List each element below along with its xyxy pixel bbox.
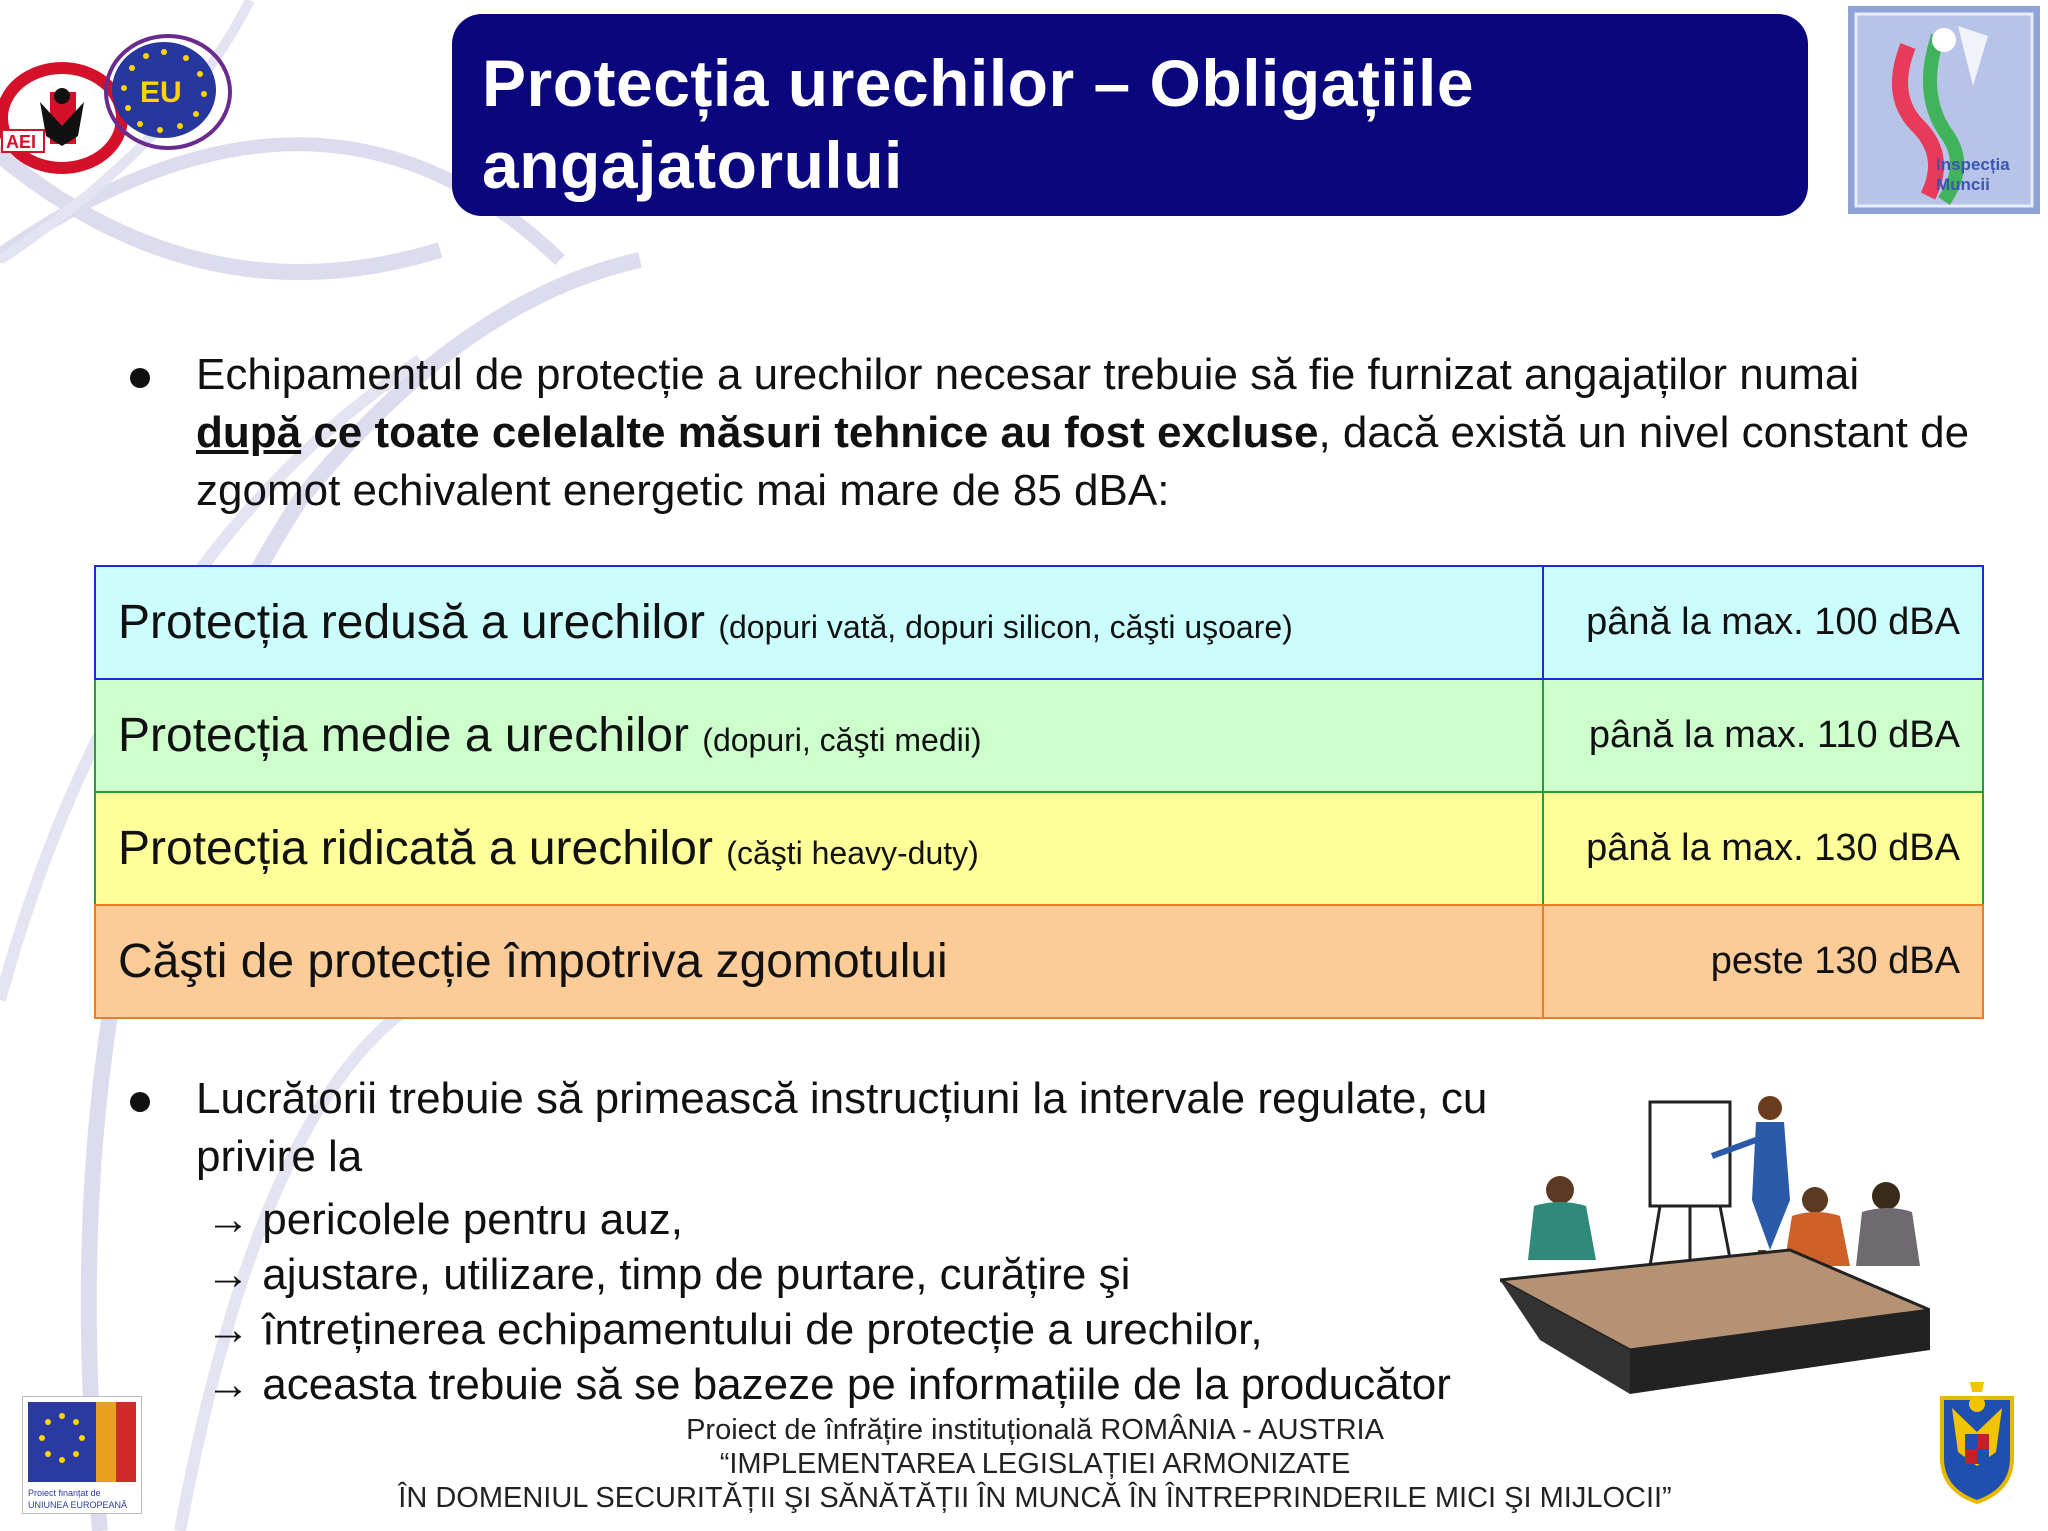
level-limit: până la max. 100 dBA bbox=[1543, 566, 1983, 679]
eu-funding-line-1: Proiect finanțat de bbox=[28, 1488, 101, 1498]
table-row bbox=[95, 792, 1983, 905]
level-name: Protecția ridicată a urechilor bbox=[118, 822, 713, 875]
footer-line-2: “IMPLEMENTAREA LEGISLAȚIEI ARMONIZATE bbox=[719, 1448, 1351, 1480]
bullet-instructions bbox=[130, 1070, 1550, 1200]
aei-logo-text: AEI bbox=[6, 132, 37, 152]
level-limit: până la max. 130 dBA bbox=[1543, 792, 1983, 905]
eu-funding-line-2: UNIUNEA EUROPEANĂ bbox=[28, 1500, 128, 1510]
inspectia-line-1: Inspecția bbox=[1936, 155, 2010, 174]
level-label bbox=[95, 792, 1543, 905]
eu-logo-text: EU bbox=[140, 76, 182, 109]
bullet-ppe-text bbox=[196, 346, 1976, 520]
list-item: → ajustare, utilizare, timp de purtare, curățire şi bbox=[206, 1250, 1131, 1299]
level-label bbox=[95, 905, 1543, 1018]
instruction-list bbox=[206, 1192, 1451, 1412]
bullet1-emphasis: ce toate celelalte măsuri tehnice au fost excluse bbox=[301, 408, 1319, 457]
title-banner bbox=[452, 14, 1808, 216]
inspectia-line-2: Muncii bbox=[1936, 175, 1990, 194]
title-line-2: angajatorului bbox=[482, 128, 903, 202]
list-item: → întreținerea echipamentului de protecție a urechilor, bbox=[206, 1305, 1263, 1354]
table-row bbox=[95, 679, 1983, 792]
level-name: Protecția redusă a urechilor bbox=[118, 596, 705, 649]
romania-coat-of-arms bbox=[1932, 1378, 2022, 1504]
bullet-ppe-requirement bbox=[130, 346, 1970, 526]
level-label bbox=[95, 566, 1543, 679]
bullet1-emphasis-dupa: după bbox=[196, 408, 302, 457]
footer-line-3: ÎN DOMENIUL SECURITĂȚII ŞI SĂNĂTĂȚII ÎN MUNCĂ ÎN ÎNTREPRINDERILE MICI ŞI MIJLOCII” bbox=[398, 1482, 1672, 1514]
level-limit: peste 130 dBA bbox=[1543, 905, 1983, 1018]
level-name: Protecția medie a urechilor bbox=[118, 709, 689, 762]
level-label bbox=[95, 679, 1543, 792]
footer-line-1: Proiect de înfrățire instituțională ROMÂNIA - AUSTRIA bbox=[686, 1414, 1384, 1446]
table-row bbox=[95, 566, 1983, 679]
page-title bbox=[482, 42, 1778, 206]
bullet1-part2: , dacă există un nivel constant de zgomot echivalent energetic mai mare de 85 dBA: bbox=[196, 408, 1970, 515]
bullet1-part1: Echipamentul de protecție a urechilor necesar trebuie să fie furnizat angajaților numai bbox=[196, 350, 1860, 399]
list-item: → pericolele pentru auz, bbox=[206, 1195, 683, 1244]
level-detail: (căşti heavy-duty) bbox=[726, 835, 979, 871]
bullet-instructions-text: Lucrătorii trebuie să primească instrucțiuni la intervale regulate, cu privire la bbox=[196, 1074, 1488, 1181]
title-line-1: Protecția urechilor – Obligațiile bbox=[482, 46, 1475, 120]
level-limit: până la max. 110 dBA bbox=[1543, 679, 1983, 792]
bullet-dot-icon bbox=[130, 368, 150, 388]
level-detail: (dopuri vată, dopuri silicon, căşti uşoare) bbox=[718, 609, 1293, 645]
level-detail: (dopuri, căşti medii) bbox=[702, 722, 982, 758]
list-item: → aceasta trebuie să se bazeze pe informațiile de la producător bbox=[206, 1360, 1451, 1409]
protection-levels-table bbox=[94, 565, 1984, 1019]
aei-eu-logo bbox=[0, 30, 240, 180]
level-name: Căşti de protecție împotriva zgomotului bbox=[118, 935, 948, 988]
eu-funding-logo bbox=[22, 1396, 142, 1514]
training-meeting-illustration bbox=[1500, 1090, 1930, 1400]
bullet-dot-icon bbox=[130, 1092, 150, 1112]
footer-project-info bbox=[370, 1413, 1700, 1515]
inspectia-muncii-logo bbox=[1848, 6, 2040, 214]
table-row bbox=[95, 905, 1983, 1018]
